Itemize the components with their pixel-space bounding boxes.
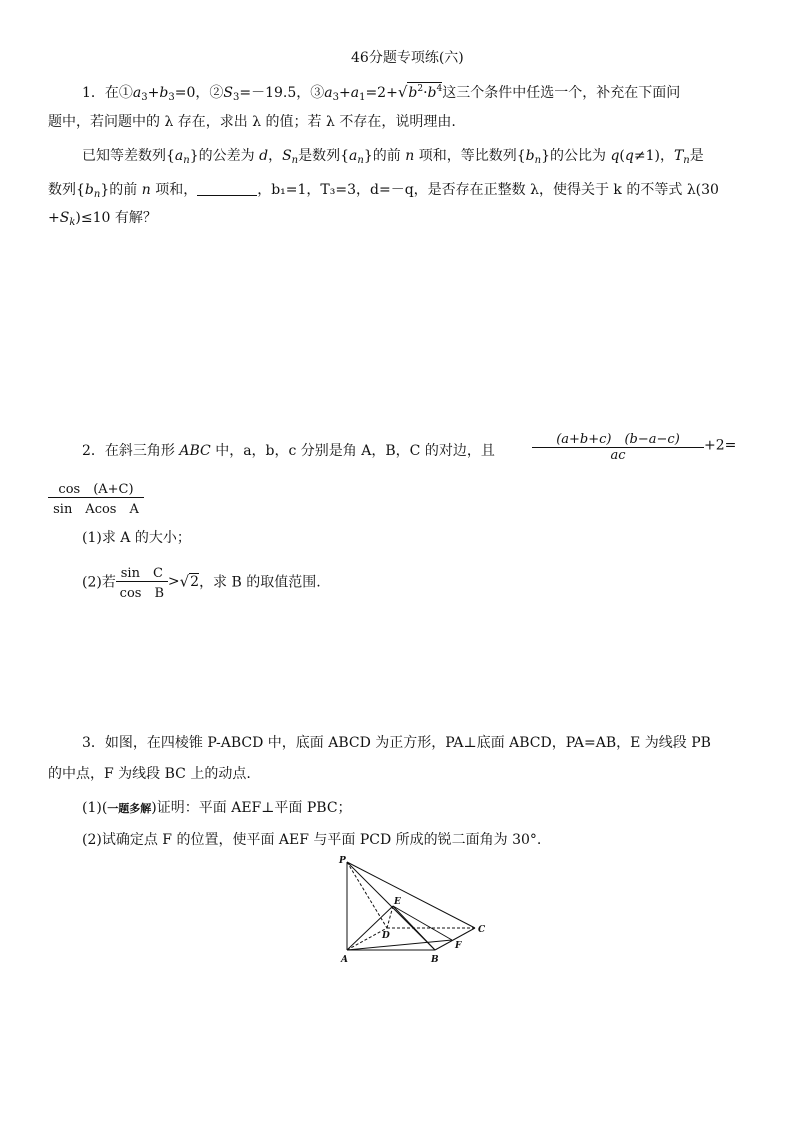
q1-line-2: 题中，若问题中的 λ 存在，求出 λ 的值；若 λ 不存在，说明理由. — [48, 114, 456, 130]
answer-blank[interactable] — [197, 181, 257, 196]
q2-line-1: 2．在斜三角形 ABC 中，a，b，c 分别是角 A，B，C 的对边，且 — [82, 443, 495, 459]
q1-line-4: 数列$\{b_n\}$的前 n 项和， ，b₁=1，T₃=3，d=－q，是否存在正整数 λ，使得关于 k 的不等式 λ(30 — [48, 182, 719, 200]
q3-line-1: 3．如图，在四棱锥 P-ABCD 中，底面 ABCD 为正方形，PA⊥底面 ABCD，PA=AB，E 为线段 PB — [82, 735, 711, 751]
q1-line-1: 1．在$①a_3+b_3=0$，$②S_3=-19.5$，$③a_3+a_1=2+√b^2\cdot b^4$这三个条件中任选一个，补充在下面问 — [82, 83, 681, 103]
label-P: P — [339, 856, 346, 866]
page-title: 46分题专项练(六) — [351, 50, 464, 66]
label-F: F — [455, 941, 462, 951]
q3-part-2: (2)试确定点 F 的位置，使平面 AEF 与平面 PCD 所成的锐二面角为 30°. — [82, 832, 542, 848]
q1-line-5: $+S_k)\le 10$ 有解？ — [48, 210, 157, 228]
q1-line-3: 已知等差数列$\{a_n\}$的公差为 d，$S_n$是数列$\{a_n\}$的前 n 项和，等比数列$\{b_n\}$的公比为 q(q≠1)，$T_n$是 — [82, 148, 704, 166]
q3-part-1: (1)(一题多解)证明：平面 AEF⊥平面 PBC； — [82, 800, 352, 816]
label-E: E — [394, 897, 401, 907]
q2-part-1: (1)求 A 的大小； — [82, 530, 191, 546]
pyramid-figure — [330, 852, 500, 970]
label-B: B — [431, 955, 439, 965]
label-D: D — [382, 931, 390, 941]
label-A: A — [341, 955, 348, 965]
q3-line-2: 的中点，F 为线段 BC 上的动点. — [48, 766, 251, 782]
q2-fraction-2: $\frac{\cos (A+C)}{\text{sin Acos A}}$ — [48, 478, 144, 517]
q2-part-2: (2)若 $\frac{\text{sin C}}{\text{cos B}}$ >√2，求 B 的取值范围. — [82, 566, 321, 601]
label-C: C — [478, 925, 486, 935]
q2-fraction-1: $\frac{(a+b+c) (b-a-c)}{ac}$ +2= — [532, 428, 736, 463]
